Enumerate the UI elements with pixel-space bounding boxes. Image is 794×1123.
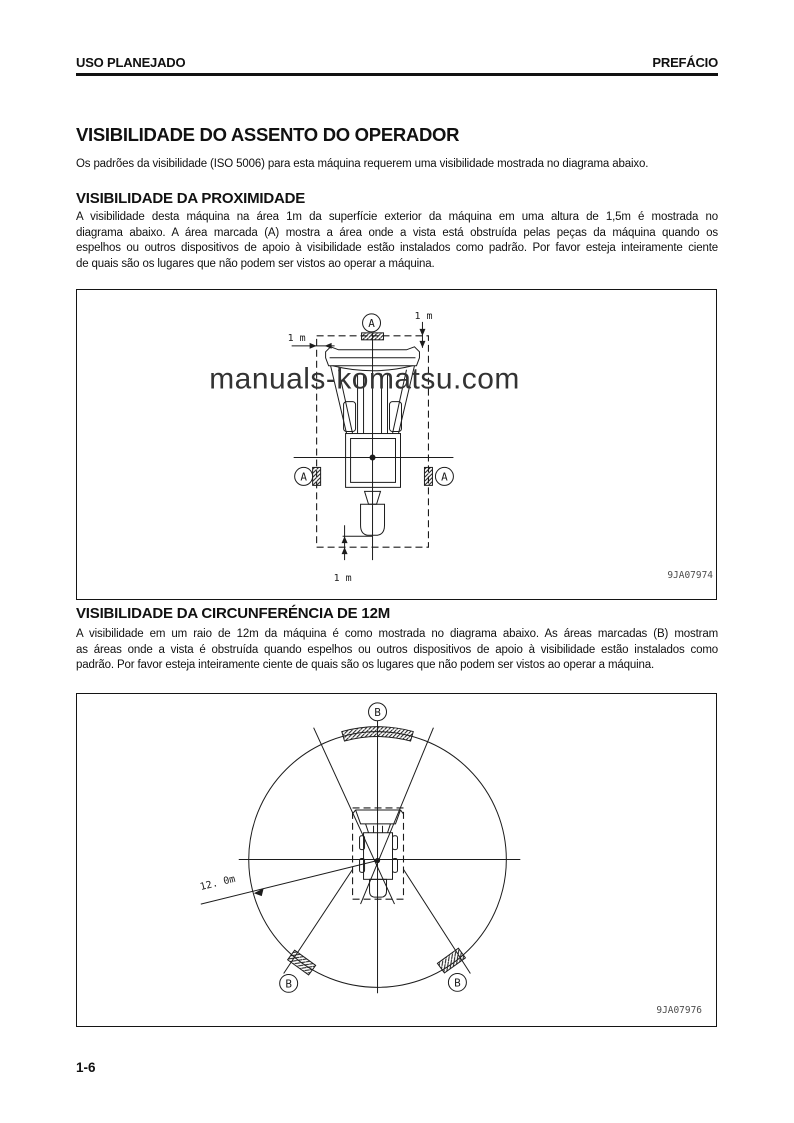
body-line: de quais são os lugares que não podem ser vistos ao operar a máquina.: [76, 257, 435, 270]
dim-left-label: 1 m: [287, 332, 306, 344]
page-number: 1-6: [76, 1060, 96, 1075]
marker-a-right: [424, 467, 453, 485]
proximity-diagram: [77, 290, 716, 599]
figure-12m-visibility: [76, 693, 717, 1027]
body-line: espelhos ou outros dispositivos de apoio à visibilidade estão instalados como padrão. Por favor esteja inteiramente ciente: [76, 242, 718, 254]
blind-strip-top: [362, 333, 384, 340]
radius-dimension: [199, 860, 378, 904]
section-body-circunferencia: [76, 627, 718, 674]
marker-b-right: [448, 973, 466, 991]
section-body-proximidade: [76, 210, 718, 272]
body-line: as áreas onde a vista é obstruída quando espelhos ou outros dispositivos de apoio à visibilidade estão instalados como: [76, 643, 718, 656]
marker-b-letter: B: [285, 977, 292, 991]
dim-bottom-label: 1 m: [333, 573, 352, 585]
figure-code: 9JA07976: [656, 1005, 703, 1017]
marker-a-left: [295, 467, 321, 485]
marker-b-letter: B: [454, 976, 461, 990]
marker-b-letter: B: [374, 705, 381, 719]
dimension-bottom: [334, 525, 373, 584]
marker-a-letter: A: [368, 316, 375, 330]
marker-b-left: [280, 974, 298, 992]
circumference-diagram: [77, 694, 716, 1026]
section-heading-circunferencia: VISIBILIDADE DA CIRCUNFERÉNCIA DE 12M: [76, 605, 391, 622]
header-rule: [76, 73, 718, 76]
body-line: padrão. Por favor esteja inteiramente ciente de quais são os lugares que não podem ser vistos ao operar a máquina.: [76, 659, 655, 671]
marker-a-letter: A: [441, 470, 448, 484]
blind-patch-left: [288, 950, 316, 975]
marker-a-top: [362, 314, 384, 340]
intro-paragraph: Os padrões da visibilidade (ISO 5006) para esta máquina requerem uma visibilidade mostrada no diagrama abaixo.: [76, 158, 649, 170]
figure-code: 9JA07974: [667, 570, 714, 582]
dim-top-label: 1 m: [414, 310, 433, 322]
page-title: VISIBILIDADE DO ASSENTO DO OPERADOR: [76, 124, 460, 145]
marker-a-letter: A: [300, 470, 307, 484]
dimension-left: [288, 333, 335, 349]
eye-point-dot: [370, 454, 376, 460]
figure-proximity-visibility: [76, 289, 717, 600]
section-heading-proximidade: VISIBILIDADE DA PROXIMIDADE: [76, 190, 306, 207]
body-line: A visibilidade em um raio de 12m da máquina é como mostrada no diagrama abaixo. As áreas marcadas (B) mostram: [76, 628, 718, 640]
body-line: diagrama abaixo. A área marcada (A) mostra a área onde a vista está obstruída pelas peças da máquina quando os: [76, 226, 718, 239]
dimension-top: [414, 311, 432, 348]
watermark-text: manuals-komatsu.com: [209, 362, 520, 396]
body-line: A visibilidade desta máquina na área 1m da superfície exterior da máquina em uma altura de 1,5m é mostrada no: [76, 211, 718, 223]
blind-patch-right: [437, 948, 465, 973]
header-section-right: PREFÁCIO: [652, 55, 718, 70]
header-section-left: USO PLANEJADO: [76, 55, 186, 70]
radius-label: 12. 0m: [198, 873, 237, 894]
marker-b-top: [369, 703, 387, 721]
machine-top-view: [353, 810, 404, 897]
